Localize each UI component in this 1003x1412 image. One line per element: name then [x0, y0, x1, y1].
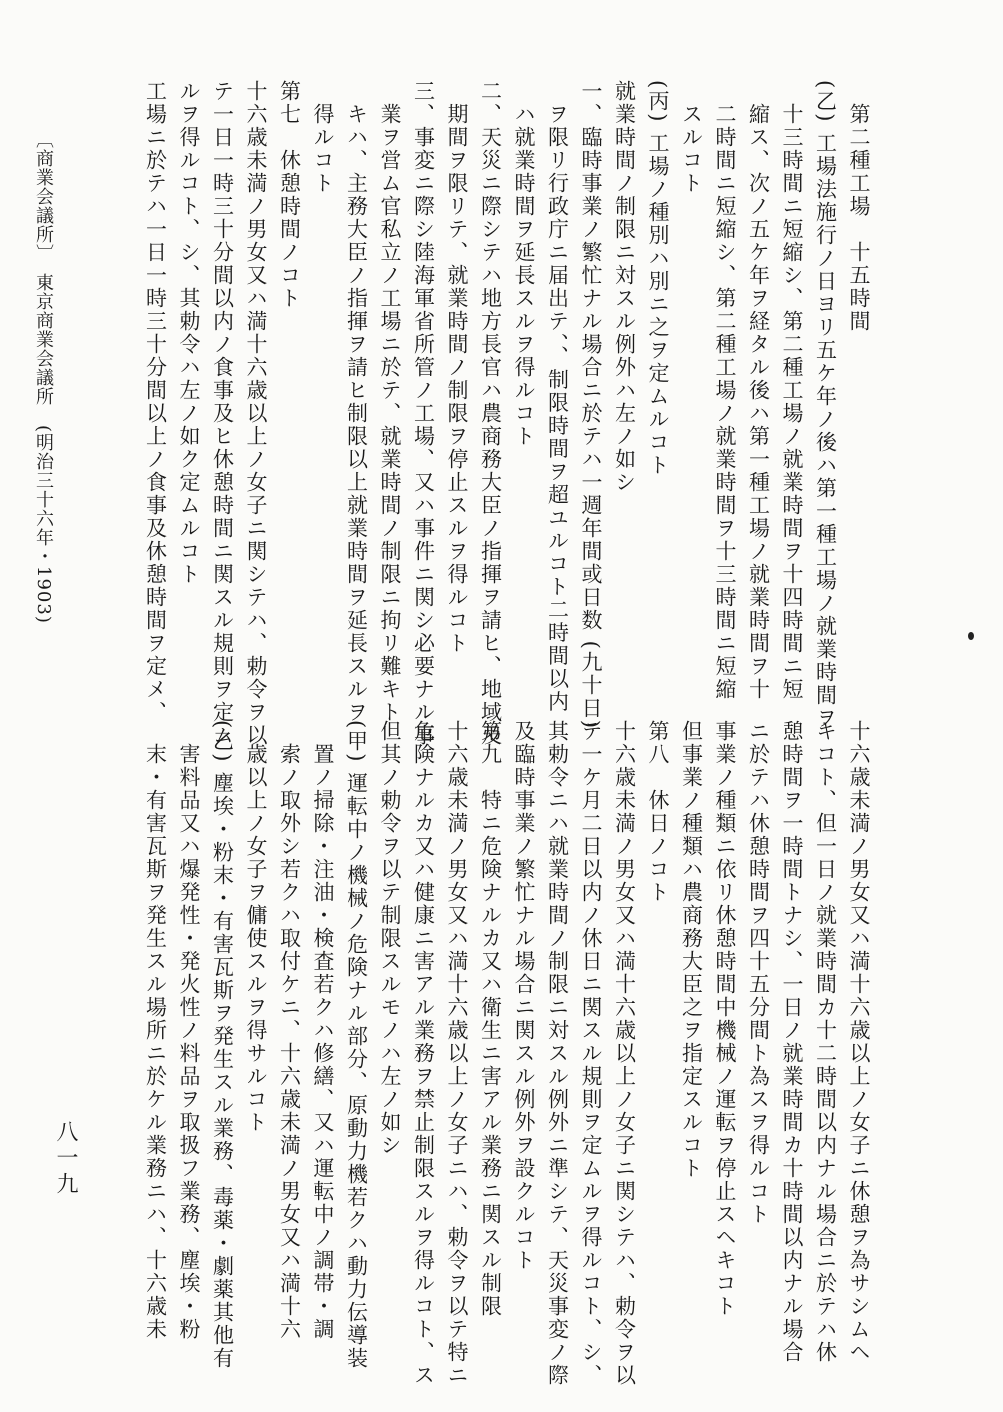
text-column: 第二種工場 十五時間	[847, 80, 871, 333]
text-column: 但其ノ勅令ヲ以テ制限スルモノハ左ノ如シ	[378, 720, 402, 1157]
ink-speck	[968, 632, 974, 640]
text-column: 十六歳未満ノ男女又ハ満十六歳以上ノ女子ニ関シテハ、勅令ヲ以	[612, 720, 637, 1387]
text-column: キコト、但一日ノ就業時間カ十二時間以内ナル場合ニ於テハ休	[813, 720, 838, 1364]
text-column: 十三時間ニ短縮シ、第二種工場ノ就業時間ヲ十四時間ニ短	[780, 80, 804, 701]
text-column: ルヲ得ルコト、シ、其勅令ハ左ノ如ク定ムルコト	[177, 80, 201, 586]
source-text: 〔商業会議所〕 東京商業会議所 (明治三十六年・1903)	[33, 130, 54, 624]
text-column: 第八 休日ノコト	[646, 720, 670, 904]
text-column: 縮ス、次ノ五ケ年ヲ経タル後ハ第一種工場ノ就業時間ヲ十	[746, 80, 771, 701]
page-number: 八一九	[53, 1120, 78, 1198]
text-column: 但事業ノ種類ハ農商務大臣之ヲ指定スルコト	[679, 720, 704, 1180]
text-column: 三、事変ニ際シ陸海軍省所管ノ工場、又ハ事件ニ関シ必要ナル事	[411, 80, 436, 747]
text-column: 第七 休憩時間ノコト	[277, 80, 302, 310]
text-column: テ一日一時三十分間以内ノ食事及ヒ休憩時間ニ関スル規則ヲ定ム	[210, 80, 235, 747]
text-column: 末・有害瓦斯ヲ発生スル場所ニ於ケル業務ニハ、十六歳未	[143, 720, 168, 1341]
text-column: 期間ヲ限リテ、就業時間ノ制限ヲ停止スルヲ得ルコト	[445, 80, 469, 655]
text-column: キハ、主務大臣ノ指揮ヲ請ヒ制限以上就業時間ヲ延長スルヲ	[344, 80, 369, 724]
text-column: 十六歳未満ノ男女又ハ満十六歳以上ノ女子ニ休憩ヲ為サシムヘ	[847, 720, 871, 1364]
lower-text-block	[138, 720, 875, 1387]
text-column: 害料品又ハ爆発性・発火性ノ料品ヲ取扱フ業務、塵埃・粉	[177, 720, 201, 1341]
text-column: 憩時間ヲ一時間トナシ、一日ノ就業時間カ十時間以内ナル場合	[780, 720, 804, 1364]
text-column: 危険ナルカ又ハ健康ニ害アル業務ヲ禁止制限スルヲ得ルコト、ス	[411, 720, 436, 1387]
text-column: (丙) 工場ノ種別ハ別ニ之ヲ定ムルコト	[646, 80, 670, 478]
text-column: 十六歳未満ノ男女又ハ満十六歳以上ノ女子ニ関シテハ、勅令ヲ以	[244, 80, 268, 747]
text-column: 第九 特ニ危険ナルカ又ハ衛生ニ害アル業務ニ関スル制限	[478, 720, 503, 1318]
text-column: ハ就業時間ヲ延長スルヲ得ルコト	[512, 80, 536, 448]
text-column: テ一ケ月二日以内ノ休日ニ関スル規則ヲ定ムルヲ得ルコト、シ、	[579, 720, 603, 1387]
text-column: 置ノ掃除・注油・検査若クハ修繕、又ハ運転中ノ調帯・調	[311, 720, 335, 1341]
text-column: 業ヲ営ム官私立ノ工場ニ於テ、就業時間ノ制限ニ拘リ難キト	[378, 80, 402, 724]
text-column: 二時間ニ短縮シ、第二種工場ノ就業時間ヲ十三時間ニ短縮	[713, 80, 737, 701]
source-citation	[30, 130, 56, 624]
text-column: 工場ニ於テハ一日一時三十分間以上ノ食事及休憩時間ヲ定メ、	[143, 80, 168, 724]
text-column: 得ルコト	[311, 80, 335, 195]
text-column: 二、天災ニ際シテハ地方長官ハ農商務大臣ノ指揮ヲ請ヒ、地域及	[478, 80, 503, 747]
text-column: ヲ限リ行政庁ニ届出テ、、制限時間ヲ超ユルコト二時間以内	[545, 80, 570, 714]
text-column: (乙) 塵埃・粉末・有害瓦斯ヲ発生スル業務、毒薬・劇薬其他有	[210, 720, 235, 1371]
text-column: スルコト	[679, 80, 704, 195]
text-column: ニ於テハ休憩時間ヲ四十五分間ト為スヲ得ルコト	[746, 720, 771, 1226]
upper-text-block	[138, 80, 875, 747]
text-column: 索ノ取外シ若クハ取付ケニ、十六歳未満ノ男女又ハ満十六	[277, 720, 302, 1341]
text-column: 十六歳未満ノ男女又ハ満十六歳以上ノ女子ニハ、勅令ヲ以テ特ニ	[445, 720, 469, 1387]
text-column: 及臨時事業ノ繁忙ナル場合ニ関スル例外ヲ設クルコト	[512, 720, 536, 1272]
text-column: (甲) 運転中ノ機械ノ危険ナル部分、原動力機若クハ動力伝導装	[344, 720, 369, 1371]
text-column: 就業時間ノ制限ニ対スル例外ハ左ノ如シ	[612, 80, 637, 494]
text-column: 一、臨時事業ノ繁忙ナル場合ニ於テハ一週年間或日数 (九十日)	[579, 80, 603, 731]
text-column: 事業ノ種類ニ依リ休憩時間中機械ノ運転ヲ停止スヘキコト	[713, 720, 737, 1318]
text-column: (乙) 工場法施行ノ日ヨリ五ケ年ノ後ハ第一種工場ノ就業時間ヲ	[813, 80, 838, 731]
text-column: 其勅令ニハ就業時間ノ制限ニ対スル例外ニ準シテ、天災事変ノ際	[545, 720, 570, 1387]
text-column: 歳以上ノ女子ヲ傭使スルヲ得サルコト	[244, 720, 268, 1134]
